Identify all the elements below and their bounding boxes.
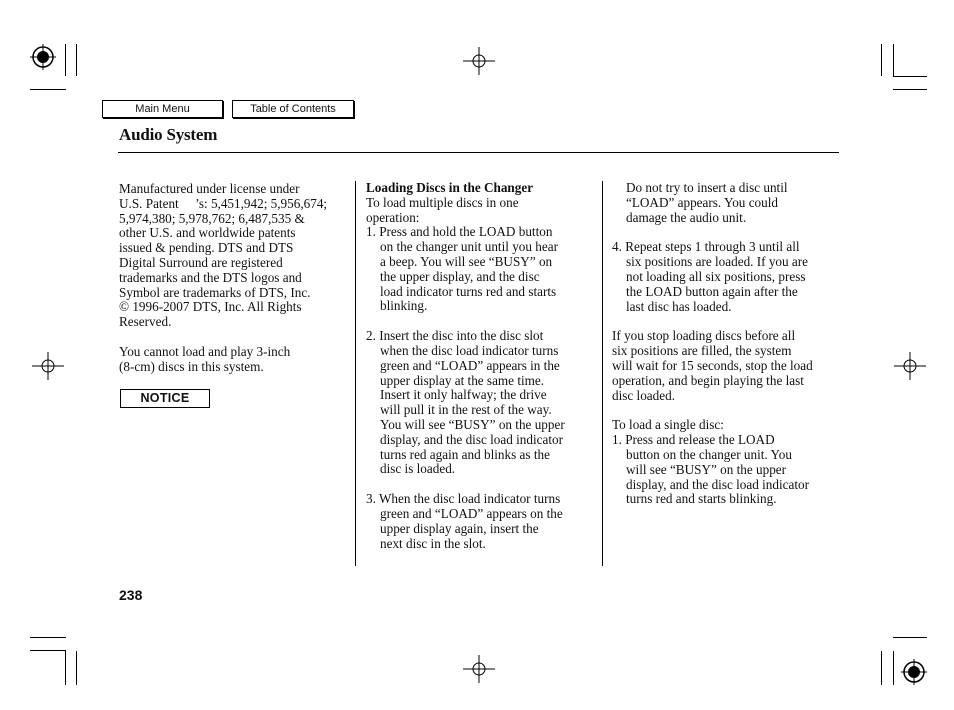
column-3 — [612, 181, 844, 507]
registration-target-icon — [30, 44, 56, 70]
single-load-intro: To load a single disc: — [612, 417, 724, 433]
column-divider — [355, 181, 356, 566]
step-4: 4. Repeat steps 1 through 3 until all six positions are loaded. If you are not loading all six positions, press the LOAD button again after the last disc has loaded. — [612, 239, 809, 314]
crosshair-icon — [894, 352, 926, 380]
multi-load-intro: To load multiple discs in one operation: — [366, 194, 519, 225]
column-2 — [366, 181, 598, 551]
page-title: Audio System — [119, 125, 218, 144]
dts-license-text: Manufactured under license under U.S. Patent ’s: 5,451,942; 5,956,674; 5,974,380; 5,978,762; 6,487,535 & other U.S. and worldwide patents issued & pending. DTS and DTS Digital Surround are registered trademarks and the DTS logos and Symbol are trademarks of DTS, Inc. © 1996-2007 DTS, Inc. All Rights Reserved. — [119, 181, 328, 330]
crosshair-icon — [463, 655, 495, 683]
stop-loading-note: If you stop loading discs before all six positions are filled, the system will wait for 15 seconds, stop the load operation, and begin playing the last disc loaded. — [612, 328, 813, 403]
table-of-contents-button[interactable]: Table of Contents — [232, 100, 354, 118]
step-2: 2. Insert the disc into the disc slot when the disc load indicator turns green and “LOAD” appears in the upper display at the same time. Insert it only halfway; the drive will pull it in the rest of the way. You will see “BUSY” on the upper display, and the disc load indicator turns red again and blinks as the disc is loaded. — [366, 328, 565, 477]
column-1 — [119, 182, 351, 375]
disc-size-note: You cannot load and play 3-inch (8-cm) discs in this system. — [119, 343, 291, 374]
step-3: 3. When the disc load indicator turns green and “LOAD” appears on the upper display again, insert the next disc in the slot. — [366, 491, 563, 551]
title-rule — [118, 152, 839, 153]
single-load-step-1: 1. Press and release the LOAD button on the changer unit. You will see “BUSY” on the upper display, and the disc load indicator turns red and starts blinking. — [612, 432, 809, 507]
page-number: 238 — [119, 587, 143, 603]
notice-label: NOTICE — [120, 389, 210, 408]
crosshair-icon — [463, 47, 495, 75]
main-menu-button[interactable]: Main Menu — [102, 100, 223, 118]
section-heading: Loading Discs in the Changer — [366, 180, 534, 195]
notice-text: Do not try to insert a disc until “LOAD” appears. You could damage the audio unit. — [626, 180, 788, 225]
step-1: 1. Press and hold the LOAD button on the changer unit until you hear a beep. You will see “BUSY” on the upper display, and the disc load indicator turns red and starts blinking. — [366, 224, 558, 314]
column-divider — [602, 181, 603, 566]
registration-target-icon — [901, 659, 927, 685]
crosshair-icon — [32, 352, 64, 380]
